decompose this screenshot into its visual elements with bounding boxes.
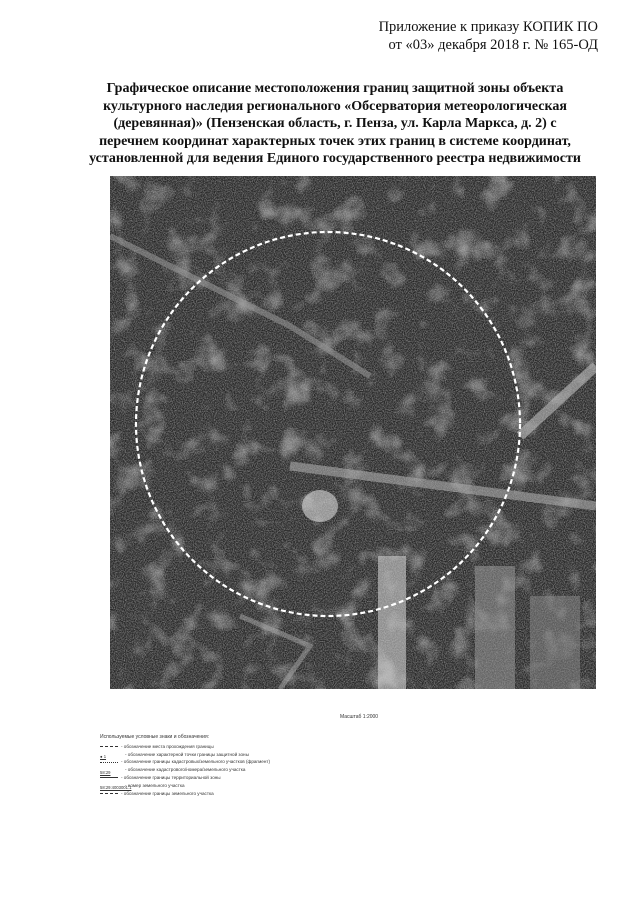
aerial-map (110, 176, 596, 689)
legend-text: - обозначение характерной точки границы защитной зоны (125, 751, 249, 757)
legend-row (100, 766, 400, 774)
order-reference-line-1: Приложение к приказу КОПИК ПО (378, 19, 598, 35)
legend-point-symbol: ● 1 (100, 753, 107, 759)
legend-text: - обозначение кадастрового/номера/земельного участка (125, 767, 246, 773)
title-line: установленной для ведения Единого государственного реестра недвижимости (89, 151, 581, 166)
document-title (70, 80, 600, 168)
legend-row (100, 758, 400, 766)
legend-text: - обозначение границы кадастровых/земельного участков (фрагмент) (121, 759, 270, 765)
order-reference (268, 18, 598, 54)
legend-text: - номер земельного участка (125, 782, 185, 788)
legend-text: - обозначение границы территориальной зоны (121, 774, 221, 780)
legend-text: - обозначение места прохождения границы (121, 743, 214, 749)
legend-title: Используемые условные знаки и обозначения: (100, 734, 210, 740)
legend-dotted-line-icon (100, 762, 118, 763)
title-line: культурного наследия регионального «Обсерватория метеорологическая (103, 98, 567, 114)
map-legend (100, 734, 400, 797)
legend-row (100, 782, 400, 790)
title-line: Графическое описание местоположения границ защитной зоны объекта (106, 81, 564, 96)
map-scale: Масштаб 1:2000 (340, 714, 379, 720)
legend-row (100, 790, 400, 798)
legend-row (100, 774, 400, 782)
legend-solid-line-icon (100, 777, 118, 778)
title-line: (деревянная)» (Пензенская область, г. Пенза, ул. Карла Маркса, д. 2) с (113, 116, 557, 131)
order-reference-line-2: от «03» декабря 2018 г. № 165-ОД (388, 37, 598, 53)
legend-dashed-line-icon (100, 746, 118, 747)
legend-dashed-line-icon (100, 793, 118, 794)
legend-parcel-number-symbol: 58:29:4003001:1 (100, 785, 132, 791)
legend-text: - обозначение границы земельного участка (121, 790, 214, 796)
legend-row (100, 751, 400, 759)
aerial-photo-image (110, 176, 596, 689)
legend-cadastral-symbol: 58:29 (100, 769, 111, 775)
title-line: перечнем координат характерных точек этих границ в системе координат, (99, 133, 571, 149)
legend-row (100, 743, 400, 751)
